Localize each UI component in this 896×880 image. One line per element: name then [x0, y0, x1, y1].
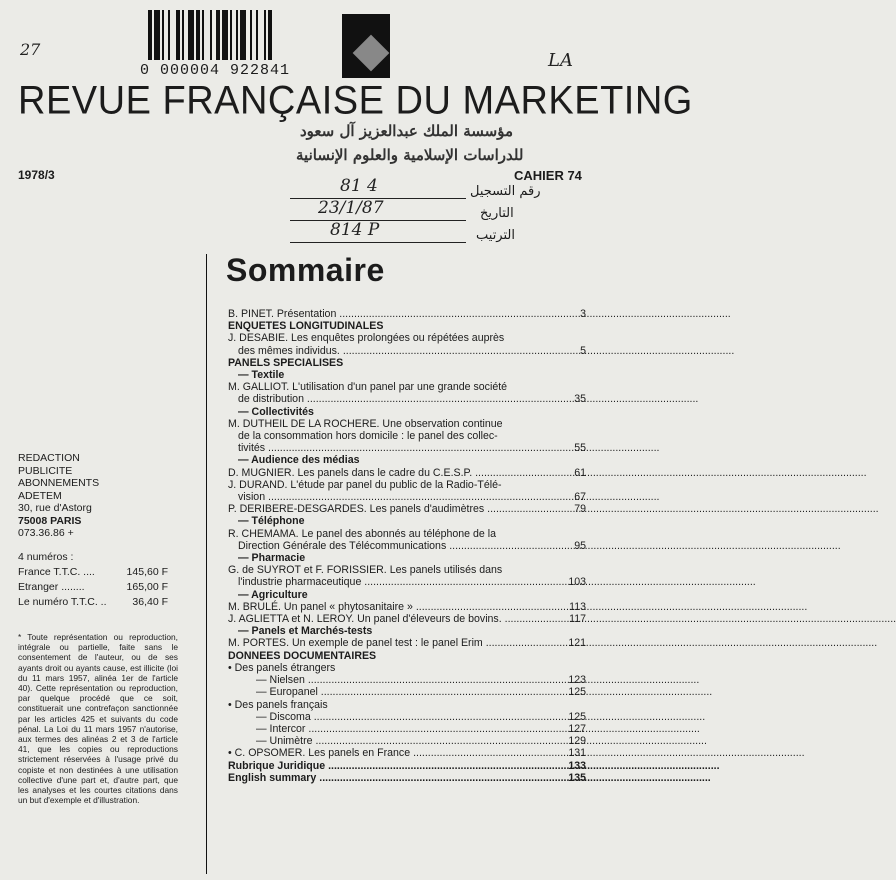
toc-entry [228, 735, 586, 747]
prices-heading: 4 numéros : [18, 551, 74, 563]
column-divider [206, 254, 207, 874]
barcode-number: 0 000004 922841 [140, 62, 291, 79]
toc-page-number: 67 [574, 491, 586, 504]
toc-page-number: 35 [574, 393, 586, 406]
toc-page-number: 113 [569, 600, 586, 613]
toc-entry-title: — Intercor ..... [256, 723, 586, 735]
toc-entry [228, 637, 586, 649]
toc-entry [228, 418, 586, 430]
toc-page-number: 127 [568, 722, 586, 735]
address-line: PUBLICITE [18, 464, 73, 477]
toc-section: DONNEES DOCUMENTAIRES [228, 649, 377, 662]
toc-subsection: • Des panels français [228, 698, 328, 711]
barcode-bar [268, 10, 272, 60]
toc-subsection: — Téléphone [238, 515, 305, 528]
toc-page-number: 125 [568, 710, 586, 723]
toc-entry-title: tivités ..... [238, 442, 586, 454]
toc-entry [228, 686, 586, 698]
toc-entry [228, 381, 586, 393]
toc-entry [228, 332, 586, 344]
address-line: REDACTION [18, 452, 80, 464]
address-line: ABONNEMENTS [18, 477, 100, 489]
toc-entry-title: l'industrie pharmaceutique ..... [238, 576, 586, 588]
toc-page-number: 117 [569, 613, 586, 626]
toc-entry-title: J. AGLIETTA et N. LEROY. Un panel d'éleveurs de bovins. ..... [228, 613, 586, 625]
toc-page-number: 95 [574, 539, 586, 552]
editorial-address [18, 452, 198, 540]
toc-entry-title: vision ..... [238, 491, 586, 503]
toc-entry [228, 430, 586, 442]
toc-entry-title: P. DERIBERE-DESGARDES. Les panels d'audimètres ..... [228, 503, 586, 515]
toc-subsection: — Pharmacie [238, 552, 306, 565]
toc-entry-title: R. CHEMAMA. Le panel des abonnés au téléphone de la [228, 527, 496, 540]
toc-entry [228, 564, 586, 576]
toc-page-number: 131 [568, 747, 586, 760]
toc-subsection: — Textile [238, 369, 285, 382]
toc-entry [228, 467, 586, 479]
toc-entry [228, 491, 586, 503]
toc-entry [228, 747, 586, 759]
stamp-label-date: التاريخ [480, 206, 514, 221]
classification-number: 814 P [330, 220, 380, 240]
handwritten-number: 27 [20, 40, 41, 59]
toc-page-number: 3 [580, 308, 586, 320]
cahier-number: CAHIER 74 [514, 168, 582, 183]
address-line: 073.36.86 + [18, 527, 74, 539]
address-line: 30, rue d'Astorg [18, 502, 92, 514]
toc-entry-title: English summary ..... [228, 772, 586, 784]
price-value: 145,60 F [126, 566, 168, 578]
toc-page-number: 135 [568, 771, 586, 784]
toc-entry-title: Rubrique Juridique ..... [228, 760, 586, 772]
price-label: Le numéro T.T.C. .. [18, 596, 107, 608]
toc-page-number: 79 [574, 503, 586, 516]
toc-page-number: 125 [568, 686, 586, 699]
toc-subsection: • Des panels étrangers [228, 661, 336, 674]
toc-entry [228, 503, 586, 515]
toc-page-number: 129 [568, 735, 586, 748]
table-of-contents [228, 308, 586, 784]
toc-entry [228, 772, 586, 784]
address-line: ADETEM [18, 489, 62, 502]
toc-subsection: — Panels et Marchés-tests [238, 625, 373, 638]
toc-page-number: 103 [568, 576, 586, 589]
toc-entry-title: de la consommation hors domicile : le panel des collec- [238, 430, 498, 443]
toc-entry-title: — Unimètre ..... [256, 735, 586, 747]
library-stamp-line1: مؤسسة الملك عبدالعزيز آل سعود [300, 122, 514, 140]
toc-entry-title: Direction Générale des Télécommunications ..... [238, 540, 586, 552]
price-value: 165,00 F [126, 581, 168, 593]
toc-entry [228, 711, 586, 723]
price-row [18, 595, 168, 610]
price-row [18, 565, 168, 580]
toc-entry-title: M. PORTES. Un exemple de panel test : le panel Erim ..... [228, 637, 586, 649]
toc-page-number: 133 [568, 759, 586, 772]
copyright-notice: * Toute représentation ou reproduction, intégrale ou partielle, faite sans le consentement de l'auteur, ou de ses ayants droit ou ayants cause, est illicite (loi du 11 mars 1957, alinéa 1er de l'article 40). Cette représentation ou reproduction, par quelque procédé que ce soit, constituerait une contrefaçon sanctionnée par les articles 425 et suivants du code pénal. La Loi du 11 mars 1957 n'autorise, aux termes des alinéas 2 et 3 de l'article 41, que les copies ou reproductions strictement réservées à l'usage privé du copiste et non destinées à une utilisation collective d'une part et, d'autre part, que les analyses et les courtes citations dans un but d'exemple et d'illustration. [18, 632, 178, 806]
toc-entry-title: de distribution ..... [238, 393, 586, 405]
sommaire-heading: Sommaire [226, 252, 385, 288]
toc-entry-title: — Discoma ..... [256, 711, 586, 723]
price-label: Etranger ........ [18, 581, 85, 593]
library-stamp-line2: للدراسات الإسلامية والعلوم الإنسانية [296, 146, 524, 164]
toc-entry [228, 576, 586, 588]
toc-subsection: — Agriculture [238, 588, 308, 601]
toc-entry-title: M. BRULÉ. Un panel « phytosanitaire » ..... [228, 601, 586, 613]
toc-page-number: 5 [580, 344, 586, 357]
toc-section: ENQUETES LONGITUDINALES [228, 320, 384, 333]
registration-date: 23/1/87 [318, 198, 384, 218]
toc-subsection: — Audience des médias [238, 454, 360, 467]
toc-entry-title: B. PINET. Présentation ..... [228, 308, 586, 320]
address-line: 75008 PARIS [18, 514, 82, 527]
toc-entry-title: G. de SUYROT et F. FORISSIER. Les panels utilisés dans [228, 564, 503, 577]
toc-entry-title: des mêmes individus. ..... [238, 345, 586, 357]
toc-entry [228, 345, 586, 357]
toc-page-number: 61 [574, 466, 586, 479]
toc-entry [228, 674, 586, 686]
toc-entry-title: J. DURAND. L'étude par panel du public de la Radio-Télé- [228, 478, 502, 491]
toc-entry [228, 393, 586, 405]
price-row [18, 580, 168, 595]
toc-entry-title: D. MUGNIER. Les panels dans le cadre du C.E.S.P. ..... [228, 467, 586, 479]
price-value: 36,40 F [132, 596, 168, 608]
toc-entry [228, 613, 586, 625]
toc-entry-title: — Nielsen ..... [256, 674, 586, 686]
form-line [290, 242, 466, 243]
toc-subsection: — Collectivités [238, 405, 314, 418]
toc-section: PANELS SPECIALISES [228, 356, 344, 369]
handwritten-initials: LA [548, 50, 573, 71]
toc-entry-title: M. DUTHEIL DE LA ROCHERE. Une observation continue [228, 417, 503, 430]
toc-entry [228, 760, 586, 772]
subscription-prices [18, 550, 168, 610]
toc-entry [228, 308, 586, 320]
toc-entry [228, 528, 586, 540]
toc-entry [228, 601, 586, 613]
toc-page-number: 123 [568, 674, 586, 687]
toc-page-number: 55 [574, 442, 586, 455]
stamp-label-order: الترتيب [476, 228, 515, 243]
barcode [148, 10, 338, 60]
toc-entry [228, 479, 586, 491]
toc-entry-title: • C. OPSOMER. Les panels en France ..... [228, 747, 586, 759]
journal-title: REVUE FRANÇAISE DU MARKETING [18, 78, 693, 124]
toc-entry [228, 540, 586, 552]
toc-entry-title: — Europanel ..... [256, 686, 586, 698]
toc-entry-title: M. GALLIOT. L'utilisation d'un panel par une grande société [228, 381, 508, 394]
stamp-label-registration: رقم التسجيل [470, 184, 541, 199]
issue-number: 1978/3 [18, 168, 55, 182]
price-label: France T.T.C. .... [18, 566, 95, 578]
toc-entry [228, 442, 586, 454]
toc-page-number: 121 [568, 637, 586, 650]
toc-entry-title: J. DESABIE. Les enquêtes prolongées ou répétées auprès [228, 332, 505, 345]
registration-number: 81 4 [340, 176, 378, 196]
toc-entry [228, 723, 586, 735]
